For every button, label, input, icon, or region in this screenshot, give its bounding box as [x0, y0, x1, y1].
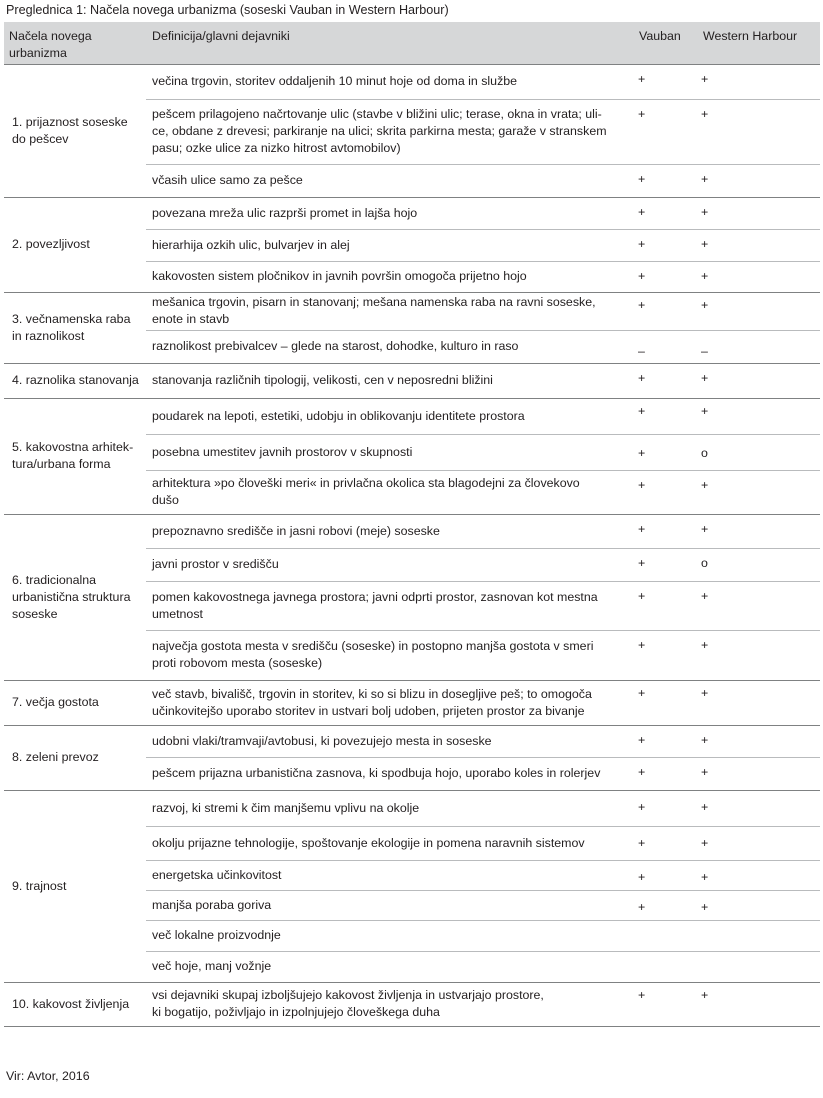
definition-line: okolju prijazne tehnologije, spoštovanje ekologije in pomena naravnih sistemov — [152, 835, 585, 850]
western-harbour-mark: + — [698, 630, 820, 680]
definition-line: posebna umestitev javnih prostorov v skupnosti — [152, 444, 413, 459]
definition-line: ce, obdane z drevesi; parkiranje na ulici; skrita parkirna mesta; garaže v stranskem — [152, 124, 607, 138]
definition-cell — [146, 99, 634, 164]
definition-line: dušo — [152, 493, 179, 507]
principle-cell — [4, 790, 146, 982]
definition-cell — [146, 890, 634, 920]
principle-line: soseske — [12, 606, 58, 621]
header-principle-line2: urbanizma — [9, 46, 67, 60]
western-harbour-mark: + — [698, 680, 820, 725]
definition-line: učinkovitejšo uporabo storitev in ustvari bolj udoben, prijeten prostor za bivanje — [152, 703, 585, 718]
principle-cell — [4, 514, 146, 680]
definition-line: več stavb, bivališč, trgovin in storitev, ki so si blizu in dosegljive peš; to omogoča — [152, 686, 592, 701]
definition-line: umetnost — [152, 606, 203, 621]
definition-line: energetska učinkovitost — [152, 867, 282, 882]
definition-line: javni prostor v središču — [152, 557, 279, 571]
definition-cell — [146, 229, 634, 261]
principle-line: 2. povezljivost — [12, 237, 90, 251]
western-harbour-mark: + — [698, 398, 820, 434]
vauban-mark: + — [634, 229, 698, 261]
definition-cell — [146, 197, 634, 229]
western-harbour-mark: + — [698, 99, 820, 164]
western-harbour-mark: + — [698, 725, 820, 757]
vauban-mark: + — [634, 434, 698, 470]
vauban-mark: + — [634, 860, 698, 890]
table-row — [4, 725, 820, 757]
table-caption: Preglednica 1: Načela novega urbanizma (soseski Vauban in Western Harbour) — [6, 3, 449, 17]
principle-cell — [4, 680, 146, 725]
definition-cell — [146, 982, 634, 1026]
principle-line: 4. raznolika stanovanja — [12, 373, 139, 387]
principle-line: 7. večja gostota — [12, 695, 99, 709]
table-row — [4, 514, 820, 548]
western-harbour-mark: + — [698, 470, 820, 514]
vauban-mark: + — [634, 398, 698, 434]
definition-line: več hoje, manj vožnje — [152, 959, 272, 973]
western-harbour-mark: + — [698, 790, 820, 826]
western-harbour-mark: + — [698, 890, 820, 920]
principle-cell — [4, 64, 146, 197]
table-row — [4, 197, 820, 229]
definition-line: mešanica trgovin, pisarn in stanovanj; mešana namenska raba na ravni soseske, — [152, 295, 596, 309]
principle-line: urbanistična struktura — [12, 589, 131, 604]
definition-line: vsi dejavniki skupaj izboljšujejo kakovost življenja in ustvarjajo prostore, — [152, 988, 544, 1002]
table-row — [4, 398, 820, 434]
table-row — [4, 790, 820, 826]
principle-line: 10. kakovost življenja — [12, 996, 130, 1011]
principle-line: do pešcev — [12, 131, 69, 146]
definition-line: pomen kakovostnega javnega prostora; javni odprti prostor, zasnovan kot mestna — [152, 589, 598, 604]
western-harbour-mark: + — [698, 164, 820, 197]
definition-cell — [146, 548, 634, 581]
definition-line: poudarek na lepoti, estetiki, udobju in oblikovanju identitete prostora — [152, 408, 525, 423]
table-row — [4, 292, 820, 330]
definition-line: proti robovom mesta (soseske) — [152, 656, 323, 670]
vauban-mark: + — [634, 890, 698, 920]
definition-line: manjša poraba goriva — [152, 897, 272, 912]
definition-line: včasih ulice samo za pešce — [152, 173, 303, 187]
header-definition: Definicija/glavni dejavniki — [146, 22, 634, 64]
principles-table-container — [4, 22, 820, 1027]
vauban-mark: + — [634, 514, 698, 548]
header-principle — [4, 22, 146, 64]
definition-line: udobni vlaki/tramvaji/avtobusi, ki povezujejo mesta in soseske — [152, 733, 492, 748]
definition-cell — [146, 363, 634, 398]
vauban-mark: + — [634, 64, 698, 99]
western-harbour-mark — [698, 920, 820, 951]
principle-line: 3. večnamenska raba — [12, 311, 131, 326]
vauban-mark: + — [634, 197, 698, 229]
definition-cell — [146, 951, 634, 982]
table-row — [4, 680, 820, 725]
definition-cell — [146, 790, 634, 826]
principle-cell — [4, 363, 146, 398]
western-harbour-mark: + — [698, 860, 820, 890]
western-harbour-mark: – — [698, 330, 820, 363]
definition-line: več lokalne proizvodnje — [152, 928, 281, 942]
principle-line: tura/urbana forma — [12, 457, 111, 471]
western-harbour-mark: + — [698, 197, 820, 229]
definition-line: pasu; ozke ulice za nizko hitrost avtomobilov) — [152, 141, 401, 155]
definition-line: kakovosten sistem pločnikov in javnih površin omogoča prijetno hojo — [152, 269, 527, 283]
principle-line: 5. kakovostna arhitek- — [12, 440, 134, 454]
definition-cell — [146, 860, 634, 890]
definition-line: večina trgovin, storitev oddaljenih 10 minut hoje od doma in službe — [152, 74, 518, 88]
vauban-mark: + — [634, 99, 698, 164]
header-principle-line1: Načela novega — [9, 29, 92, 43]
vauban-mark — [634, 951, 698, 982]
western-harbour-mark: + — [698, 982, 820, 1026]
definition-cell — [146, 470, 634, 514]
vauban-mark: + — [634, 363, 698, 398]
western-harbour-mark: + — [698, 261, 820, 292]
table-row — [4, 982, 820, 1026]
header-vauban: Vauban — [634, 22, 698, 64]
western-harbour-mark: + — [698, 826, 820, 860]
definition-line: pešcem prijazna urbanistična zasnova, ki spodbuja hojo, uporabo koles in rolerjev — [152, 766, 601, 780]
table-header-row — [4, 22, 820, 64]
vauban-mark — [634, 920, 698, 951]
header-western-harbour: Western Harbour — [698, 22, 820, 64]
definition-line: hierarhija ozkih ulic, bulvarjev in alej — [152, 237, 350, 252]
definition-cell — [146, 434, 634, 470]
vauban-mark: + — [634, 725, 698, 757]
principle-cell — [4, 725, 146, 790]
western-harbour-mark: + — [698, 64, 820, 99]
definition-cell — [146, 725, 634, 757]
definition-line: raznolikost prebivalcev – glede na starost, dohodke, kulturo in raso — [152, 339, 519, 353]
definition-cell — [146, 164, 634, 197]
vauban-mark: + — [634, 470, 698, 514]
vauban-mark: + — [634, 790, 698, 826]
definition-cell — [146, 680, 634, 725]
definition-cell — [146, 757, 634, 790]
definition-cell — [146, 581, 634, 630]
table-row — [4, 363, 820, 398]
definition-cell — [146, 261, 634, 292]
definition-line: povezana mreža ulic razprši promet in lajša hojo — [152, 205, 418, 220]
table-source: Vir: Avtor, 2016 — [6, 1069, 90, 1083]
table-row — [4, 64, 820, 99]
vauban-mark: + — [634, 164, 698, 197]
vauban-mark: + — [634, 548, 698, 581]
principle-cell — [4, 197, 146, 292]
definition-line: enote in stavb — [152, 312, 230, 326]
vauban-mark: + — [634, 680, 698, 725]
principle-line: 9. trajnost — [12, 878, 67, 893]
western-harbour-mark: + — [698, 514, 820, 548]
principle-line: 8. zeleni prevoz — [12, 750, 99, 764]
definition-cell — [146, 64, 634, 99]
definition-line: stanovanja različnih tipologij, velikosti, cen v neposredni bližini — [152, 373, 493, 387]
definition-cell — [146, 920, 634, 951]
principle-cell — [4, 398, 146, 514]
definition-line: prepoznavno središče in jasni robovi (meje) soseske — [152, 523, 440, 538]
vauban-mark: + — [634, 982, 698, 1026]
vauban-mark: + — [634, 630, 698, 680]
vauban-mark: + — [634, 757, 698, 790]
vauban-mark: + — [634, 581, 698, 630]
definition-line: pešcem prilagojeno načrtovanje ulic (stavbe v bližini ulic; terase, okna in vrata; uli- — [152, 107, 602, 121]
western-harbour-mark — [698, 951, 820, 982]
principle-cell — [4, 292, 146, 363]
vauban-mark: + — [634, 826, 698, 860]
definition-cell — [146, 630, 634, 680]
principles-table — [4, 22, 820, 1027]
definition-line: razvoj, ki stremi k čim manjšemu vplivu na okolje — [152, 800, 420, 815]
vauban-mark: + — [634, 292, 698, 330]
western-harbour-mark: + — [698, 581, 820, 630]
western-harbour-mark: + — [698, 363, 820, 398]
western-harbour-mark: o — [698, 548, 820, 581]
definition-line: arhitektura »po človeški meri« in privlačna okolica sta blagodejni za človekovo — [152, 476, 580, 490]
principle-line: 1. prijaznost soseske — [12, 114, 128, 129]
vauban-mark: – — [634, 330, 698, 363]
principle-line: 6. tradicionalna — [12, 572, 97, 587]
definition-cell — [146, 292, 634, 330]
definition-cell — [146, 330, 634, 363]
vauban-mark: + — [634, 261, 698, 292]
definition-cell — [146, 398, 634, 434]
definition-cell — [146, 514, 634, 548]
definition-line: ki bogatijo, poživljajo in izpolnjujejo človeškega duha — [152, 1005, 440, 1019]
principle-cell — [4, 982, 146, 1026]
table-body — [4, 64, 820, 1026]
western-harbour-mark: + — [698, 757, 820, 790]
definition-cell — [146, 826, 634, 860]
principle-line: in raznolikost — [12, 328, 85, 343]
western-harbour-mark: + — [698, 229, 820, 261]
definition-line: največja gostota mesta v središču (soseske) in postopno manjša gostota v smeri — [152, 639, 594, 653]
western-harbour-mark: + — [698, 292, 820, 330]
western-harbour-mark: o — [698, 434, 820, 470]
